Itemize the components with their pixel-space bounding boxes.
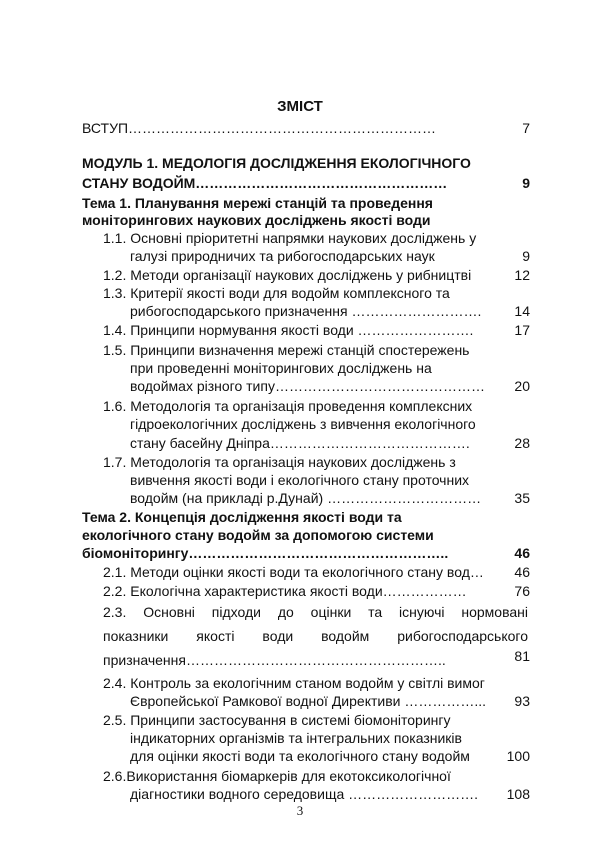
toc-entry-title-continued: рибогосподарського призначення ……………………….: [130, 303, 482, 319]
toc-entry-title: 1.6. Методологія та організація проведення комплексних: [103, 398, 473, 414]
toc-page-number: 9: [522, 175, 530, 191]
toc-entry-title: Тема 2. Концепція дослідження якості води та: [82, 509, 402, 525]
toc-entry-title-continued: діагностики водного середовища ……………………….: [130, 786, 479, 802]
toc-page-number: 76: [514, 583, 530, 599]
toc-entry-title: 2.2. Екологічна характеристика якості води………………: [103, 583, 467, 599]
toc-entry-title: 2.1. Методи оцінки якості води та екологічного стану вод…: [103, 564, 484, 580]
toc-entry-title: Тема 1. Планування мережі станцій та проведення: [82, 195, 433, 211]
toc-entry-title-continued: водойм (на прикладі р.Дунай) ……………………………: [130, 490, 482, 506]
toc-page-number: 81: [514, 648, 530, 664]
toc-page-number: 20: [514, 378, 530, 394]
toc-page-number: 12: [514, 267, 530, 283]
toc-entry-title-continued: моніторингових наукових досліджень якості води: [82, 212, 431, 228]
toc-page-number: 108: [506, 786, 530, 802]
toc-entry-title-continued: Європейської Рамкової водної Директиви ……………...: [130, 693, 487, 709]
toc-page-number: 14: [514, 303, 530, 319]
toc-entry-title-continued: СТАНУ ВОДОЙМ………………………………………………: [82, 175, 448, 191]
toc-page-number: 7: [522, 120, 530, 136]
toc-entry-title: 1.3. Критерії якості води для водойм комплексного та: [103, 285, 450, 301]
toc-entry-title: 1.1. Основні пріоритетні напрямки наукових досліджень у: [103, 230, 477, 246]
page-number: 3: [296, 803, 304, 818]
toc-entry-title: 1.4. Принципи нормування якості води …………………….: [103, 322, 474, 338]
toc-entry-title: 2.6.Використання біомаркерів для екотоксикологічної: [103, 768, 451, 784]
toc-entry-title: 2.5. Принципи застосування в системі біомоніторингу: [103, 712, 451, 728]
toc-page-number: 46: [514, 545, 530, 561]
toc-page-number: 35: [514, 490, 530, 506]
toc-entry-title-continued: при проведенні моніторингових досліджень на: [130, 360, 432, 376]
toc-entry-title: 2.3. Основні підходи до оцінки та існуючі нормовані: [103, 604, 528, 620]
toc-entry-title: 1.5. Принципи визначення мережі станцій спостережень: [103, 342, 470, 358]
toc-entry-title: 1.7. Методологія та організація наукових досліджень з: [103, 454, 456, 470]
toc-entry-title-continued: гідроекологічних досліджень з вивчення екологічного: [130, 416, 476, 432]
toc-entry-title-continued: призначення………………………………………………..: [103, 652, 446, 668]
toc-page-number: 9: [522, 248, 530, 264]
toc-entry-title-continued: галузі природничих та рибогосподарських наук: [130, 248, 435, 264]
toc-entry-title-continued: стану басейну Дніпра…………………………………….: [130, 435, 470, 451]
toc-title: ЗМІСТ: [277, 98, 323, 115]
toc-page-number: 46: [514, 564, 530, 580]
toc-entry-title-continued: екологічного стану водойм за допомогою системи: [82, 527, 434, 543]
toc-page-number: 28: [514, 435, 530, 451]
toc-entry-title: ВСТУП…………………………………………………………: [82, 120, 437, 136]
toc-entry-title-continued: водоймах різного типу………………………………………: [130, 378, 485, 394]
toc-page-number: 100: [506, 748, 530, 764]
toc-entry-title-continued: для оцінки якості води та екологічного стану водойм: [130, 748, 470, 764]
toc-entry-title-continued: біомоніторингу………………………………………………..: [82, 545, 449, 561]
toc-entry-title-continued: індикаторних організмів та інтегральних показників: [130, 730, 462, 746]
toc-page-number: 17: [514, 322, 530, 338]
toc-page-number: 93: [514, 693, 530, 709]
toc-entry-title: 1.2. Методи організації наукових досліджень у рибництві: [103, 267, 472, 283]
toc-entry-title-continued: вивчення якості води і екологічного стану проточних: [130, 472, 470, 488]
toc-entry-title: 2.4. Контроль за екологічним станом водойм у світлі вимог: [103, 675, 485, 691]
toc-entry-title-continued: показники якості води водойм рибогосподарського: [103, 628, 528, 644]
toc-entry-title: МОДУЛЬ 1. МЕДОЛОГІЯ ДОСЛІДЖЕННЯ ЕКОЛОГІЧНОГО: [82, 155, 471, 171]
